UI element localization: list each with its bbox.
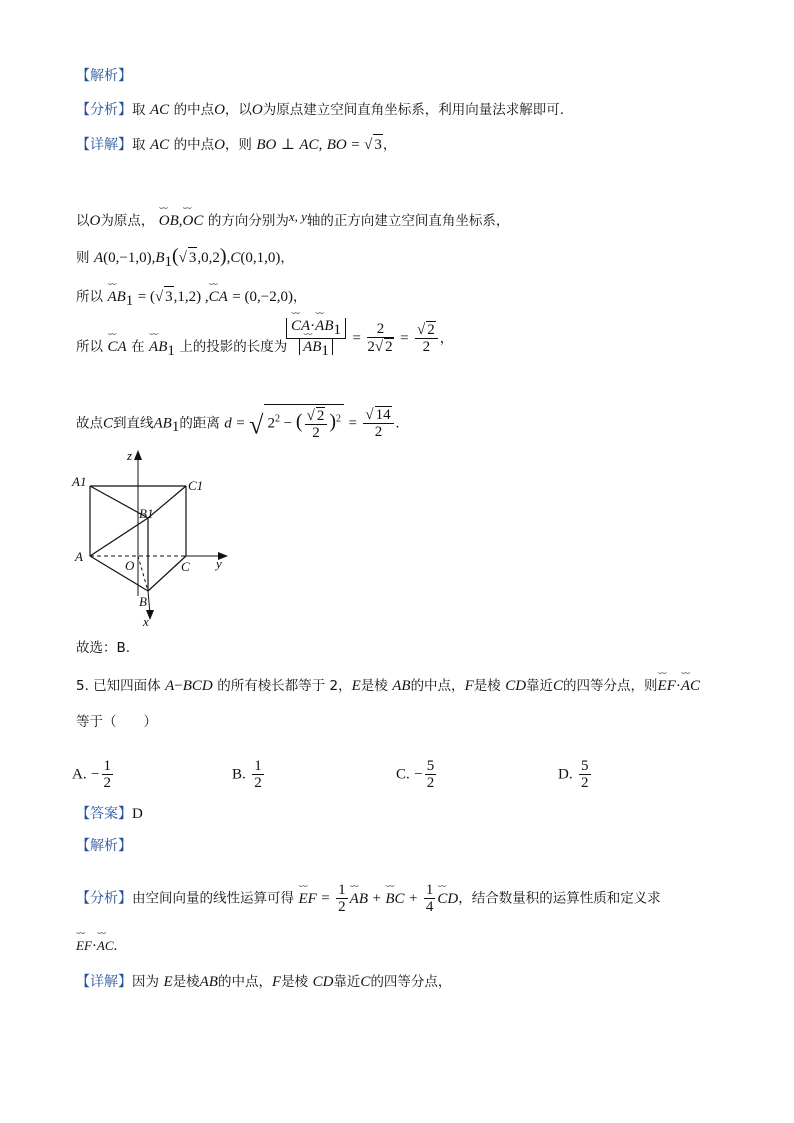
text: 的方向分别为 bbox=[207, 213, 289, 229]
math: O bbox=[251, 102, 263, 118]
text: 的四等分点，则 bbox=[563, 678, 658, 694]
text: 取 bbox=[132, 102, 146, 118]
option-c[interactable] bbox=[396, 758, 438, 791]
sol4-line4: 所以 ⌣⌣ CA 在 ⌣⌣ $AB_1$ 上的投影的长度为 bbox=[76, 337, 287, 361]
text: 上的投影的长度为 bbox=[179, 339, 288, 355]
tag-fenxi: 【分析】 bbox=[76, 890, 132, 907]
option-a[interactable] bbox=[72, 758, 115, 791]
text: ，则 bbox=[224, 137, 252, 153]
text: 5. 已知四面体 bbox=[76, 678, 161, 694]
text: ，结合数量积的运算性质和定义求 bbox=[458, 890, 661, 907]
text: 由空间向量的线性运算可得 bbox=[132, 890, 294, 907]
sol4-line3: 所以 ⌣⌣ $AB_1$ = (√ 3,1,2) ,⌣⌣ CA = (0,−2,0)， bbox=[76, 286, 306, 311]
z-arrow bbox=[134, 450, 142, 460]
text: 的距离 bbox=[179, 415, 220, 432]
tag-daan: 【答案】 bbox=[76, 806, 132, 822]
sol4-choice bbox=[76, 638, 130, 658]
option-letter: A. bbox=[72, 766, 87, 783]
answer-value: D bbox=[132, 806, 143, 822]
tag-xiangjie: 【详解】 bbox=[76, 137, 132, 153]
text: 是棱 bbox=[473, 678, 501, 694]
sol4-line2: 则 $A(0,-1,0),B_1(√$ 3,0,2),C(0,1,0)， bbox=[76, 245, 294, 270]
q5-answer bbox=[76, 804, 143, 824]
text: 在 bbox=[131, 339, 145, 355]
option-letter: B. bbox=[232, 766, 246, 783]
math: O bbox=[214, 102, 225, 118]
sol4-detail: 【详解】取 AC 的中点O，则 BO ⊥ AC, BO = √ 3， bbox=[76, 134, 396, 155]
text: 的中点 bbox=[173, 137, 215, 153]
text: 靠近 bbox=[333, 974, 361, 990]
label-b: B bbox=[139, 594, 147, 609]
edge-ab1 bbox=[90, 518, 148, 556]
label-c1: C1 bbox=[188, 478, 204, 493]
tag-fenxi: 【分析】 bbox=[76, 102, 132, 118]
math: AC bbox=[149, 137, 170, 153]
text: 是棱 bbox=[281, 974, 309, 990]
label-o: O bbox=[125, 558, 135, 573]
tag-jiexi: 【解析】 bbox=[76, 838, 132, 854]
q5-analysis-2: ⌣⌣ EF·⌣⌣ AC. bbox=[76, 936, 117, 956]
option-sign: − bbox=[91, 766, 100, 783]
text: 为原点建立空间直角坐标系，利用向量法求解即可. bbox=[262, 102, 565, 118]
edge-ab bbox=[90, 556, 148, 591]
text: 是棱 bbox=[172, 974, 200, 990]
option-letter: D. bbox=[558, 766, 573, 783]
text: 靠近 bbox=[526, 678, 554, 694]
text: 的中点， bbox=[410, 678, 465, 694]
text: 故点 bbox=[76, 415, 103, 432]
text: ，以 bbox=[224, 102, 252, 118]
math: BO bbox=[256, 137, 277, 153]
sol4-line5: 故点C到直线$AB_1$的距离 d = √ $2^2$ − ( $\frac{√ 2}{2}$ )$^2$ = $\frac{√ 14}{2}$ . bbox=[76, 404, 399, 443]
q5-analysis-heading bbox=[76, 836, 132, 856]
label-a: A bbox=[75, 549, 83, 564]
text: 以 bbox=[76, 213, 90, 229]
text: 则 bbox=[76, 250, 90, 266]
q5-stem: 5. 已知四面体 A−BCD 的所有棱长都等于 2，E是棱 AB的中点，F是棱 CD靠近C的四等分点，则⌣⌣ EF·⌣⌣ AC bbox=[76, 676, 700, 696]
q5-analysis: 【分析】由空间向量的线性运算可得 ⌣⌣ EF = $\frac{1}{2}$ ⌣⌣ AB + ⌣⌣ BC + $\frac{1}{4}$ ⌣⌣ CD，结合数量积的运算性质和定义求 bbox=[76, 882, 661, 915]
option-num: 5 bbox=[426, 758, 435, 774]
sol4-analysis bbox=[76, 100, 564, 120]
prism-figure bbox=[70, 446, 240, 631]
text: 的中点 bbox=[173, 102, 215, 118]
q5-stem-2 bbox=[76, 712, 157, 732]
text: 的所有棱长都等于 2， bbox=[217, 678, 352, 694]
option-b[interactable] bbox=[232, 758, 266, 791]
text: 是棱 bbox=[360, 678, 388, 694]
text: 的中点， bbox=[217, 974, 272, 990]
analysis-heading bbox=[76, 66, 132, 86]
label-a1: A1 bbox=[72, 474, 87, 489]
tag-jiexi: 【解析】 bbox=[76, 68, 132, 84]
text: 的四等分点， bbox=[370, 974, 452, 990]
label-b1: B1 bbox=[139, 506, 154, 521]
option-sign: − bbox=[414, 766, 423, 783]
label-z: z bbox=[127, 448, 133, 463]
text: 因为 bbox=[132, 974, 159, 990]
option-num: 5 bbox=[581, 758, 589, 774]
text: 故选：B. bbox=[76, 640, 131, 656]
option-d[interactable] bbox=[558, 758, 593, 791]
projection-formula: ⌣⌣ CA·⌣⌣ $AB_1$ ⌣⌣ $AB_1$ = $\frac{2}{2√ 2}$ = $\frac{√ 2}{2}$ ， bbox=[284, 318, 453, 359]
text: 到直线 bbox=[113, 415, 154, 432]
label-y: y bbox=[216, 556, 222, 571]
text: 为原点， bbox=[100, 213, 155, 229]
sol4-line1: 以O为原点， ⌣⌣ OB,⌣⌣ OC 的方向分别为x, y轴的正方向建立空间直角坐标系， bbox=[76, 207, 509, 231]
q5-detail: 【详解】因为 E是棱AB的中点，F是棱 CD靠近C的四等分点， bbox=[76, 974, 452, 990]
text: 取 bbox=[132, 137, 146, 153]
tag-xiangjie: 【详解】 bbox=[76, 974, 132, 990]
label-c: C bbox=[181, 559, 190, 574]
option-letter: C. bbox=[396, 766, 410, 783]
text: 所以 bbox=[76, 289, 103, 305]
text: 轴的正方向建立空间直角坐标系， bbox=[306, 213, 510, 229]
option-num: 1 bbox=[103, 758, 112, 774]
option-den: 2 bbox=[103, 775, 112, 791]
edge-b1c1 bbox=[148, 486, 186, 518]
option-den: 2 bbox=[254, 775, 262, 791]
option-den: 2 bbox=[581, 775, 589, 791]
text: 等于（ ） bbox=[76, 714, 157, 730]
option-num: 1 bbox=[254, 758, 262, 774]
math: AC bbox=[149, 102, 170, 118]
label-x: x bbox=[143, 614, 149, 629]
math: O bbox=[214, 137, 225, 153]
option-den: 2 bbox=[426, 775, 435, 791]
text: 所以 bbox=[76, 339, 103, 355]
